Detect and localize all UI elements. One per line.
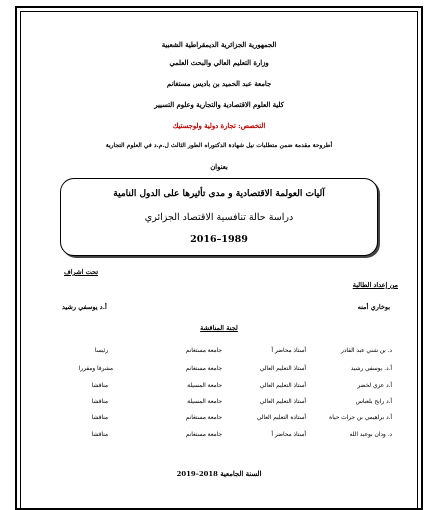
member-name: د. بن شني عبد القادر bbox=[341, 348, 392, 354]
university-heading: جامعة عبد الحميد بن باديس مستغانم bbox=[166, 80, 272, 88]
member-institution: جامعة مستغانم bbox=[185, 348, 222, 354]
committee-row bbox=[20, 348, 418, 358]
thesis-period: 1989–2016 bbox=[190, 234, 248, 245]
republic-heading: الجمهورية الجزائرية الديمقراطية الشعبية bbox=[161, 41, 277, 49]
member-rank: أستاذة التعليم العالي bbox=[256, 415, 306, 421]
committee-label: لجنة المناقشة bbox=[200, 324, 238, 332]
ministry-heading: وزارة التعليم العالي والبحث العلمي bbox=[169, 59, 269, 67]
titled-label: بعنوان bbox=[210, 163, 228, 171]
member-name: د. ودان بوعبد الله bbox=[349, 432, 392, 438]
member-institution: جامعة مستغانم bbox=[185, 432, 222, 438]
member-rank: أستاذ التعليم العالي bbox=[259, 399, 306, 405]
faculty-heading: كلية العلوم الاقتصادية والتجارية وعلوم التسيير bbox=[154, 101, 284, 109]
member-role: مناقشا bbox=[91, 432, 108, 438]
member-rank: أستاذ التعليم العالي bbox=[259, 383, 306, 389]
committee-row bbox=[20, 432, 418, 442]
member-role: رئيسا bbox=[94, 348, 108, 354]
supervision-label: تحت اشراف bbox=[64, 268, 99, 276]
member-role: مناقشا bbox=[91, 399, 108, 405]
member-role: مناقشا bbox=[91, 415, 108, 421]
committee-row bbox=[20, 383, 418, 393]
committee-row bbox=[20, 415, 418, 425]
member-name: أ.د. يوسفي رشيد bbox=[350, 366, 392, 372]
member-name: أ.د براهيمي بن حراث حياة bbox=[329, 415, 392, 421]
committee-row bbox=[20, 399, 418, 409]
supervisor-name: أ.د يوسفي رشيد bbox=[62, 303, 107, 311]
member-institution: جامعة مستغانم bbox=[185, 415, 222, 421]
thesis-subtitle: دراسة حالة تنافسية الاقتصاد الجزائري bbox=[144, 212, 294, 223]
student-name: بوخاري أمنه bbox=[357, 303, 390, 311]
prepared-by-label: من إعداد الطالبة bbox=[352, 281, 398, 289]
specialty-line: التخصص: تجارة دولية ولوجستيك bbox=[172, 122, 266, 130]
thesis-title: آليات العولمة الاقتصادية و مدى تأثيرها على الدول النامية bbox=[113, 189, 325, 199]
member-rank: أستاذ محاضر أ bbox=[271, 348, 306, 354]
academic-year: السنة الجامعية 2018–2019 bbox=[176, 470, 262, 478]
member-name: أ.د رابح بلعباس bbox=[355, 399, 392, 405]
member-role: مناقشا bbox=[91, 383, 108, 389]
member-rank: أستاذ التعليم العالي bbox=[259, 366, 306, 372]
member-institution: جامعة مستغانم bbox=[185, 366, 222, 372]
member-role: مشرفا ومقررا bbox=[78, 366, 113, 372]
member-name: أ.د عزي لخضر bbox=[357, 383, 392, 389]
committee-row bbox=[20, 366, 418, 376]
thesis-title-box bbox=[60, 178, 378, 256]
thesis-note: أطروحة مقدمة ضمن متطلبات نيل شهادة الدكتوراه الطور الثالث ل.م.د في العلوم التجارية bbox=[105, 142, 333, 149]
member-institution: جامعة المسيلة bbox=[187, 383, 222, 389]
member-rank: أستاذ محاضر أ bbox=[271, 432, 306, 438]
member-institution: جامعة المسيلة bbox=[187, 399, 222, 405]
